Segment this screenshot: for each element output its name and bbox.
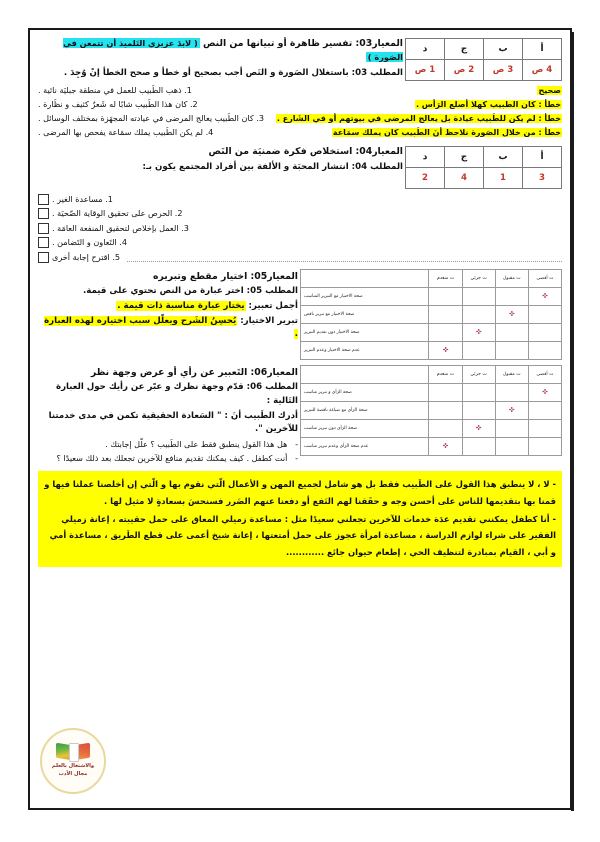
answer-label: تبرير الاختيار: [240,315,298,326]
logo-text-line2: مجال الأدب [58,770,88,777]
sub-question-text: أنت كطفل . كيف يمكنك تقديم منافع للآخرين تجعلك بعد ذلك سعيدًا ؟ [56,452,288,463]
section-criterion-06 [38,365,562,466]
section-criterion-03 [38,36,562,139]
rubric-mark-cell [462,401,495,419]
rubric-header-blank [301,365,429,383]
final-answer-bullet: - أنا كطفل يمكنني تقديم عدَة خدمات للآخرين تجعلني سعيدًا مثل : مساعدة زميلي المعاق على حمل حقيبته ، إعانة زميلي الفقير على شراء لوازم الدراسة ، مساعدة امرأة عجوز على حمل أمتعتها ، إعانة شيخ أعمى على قطع الطَريق ، مساعدة أمي و أبي ، القيام بمبادرة لتنظيف الحي ، إطعام حيوان جائع ............ [44,511,556,560]
question-text: 1. ذهب الطَبيب للعمل في منطقة جبليَة نائية . [38,84,192,95]
answer-row [38,111,562,125]
rubric-mark-cell [462,341,495,359]
section-criterion-04 [38,144,562,263]
rubric-row [301,401,562,419]
score-table-criterion-04 [405,146,562,189]
rubric-mark-cell [528,323,561,341]
rubric-mark-cell [429,323,462,341]
criterion-title: المعيار04: استخلاص فكرة ضمنيَة من النَص [208,146,403,158]
rubric-mark-cell [528,305,561,323]
rubric-row-label: صحة الاختيار مع تبرير ناقص [301,305,429,323]
rubric-row-label: صحة الرَأي مع صياغة ناقصة للتبرير [301,401,429,419]
score-header-cell: ب [484,39,523,60]
rubric-mark-cell: ✜ [429,341,462,359]
sub-question: - أنت كطفل . كيف يمكنك تقديم منافع للآخرين تجعلك بعد ذلك سعيدًا ؟ [56,452,298,463]
answer-text: يُحسِنُ الشَرح ويعلّل سبب اختياره لهذه العبارة . [44,315,298,340]
rubric-mark-cell: ✜ [528,383,561,401]
rubric-mark-cell [429,305,462,323]
rubric-mark-cell [528,341,561,359]
choice-row[interactable] [38,193,562,206]
task-statement: المطلب 05: اختر عبارة من النص تحتوي على قيمة. [83,286,298,297]
score-header-cell: ب [484,147,523,168]
score-header-cell: ج [445,39,484,60]
answer-row [38,83,562,97]
choice-row[interactable] [38,207,562,220]
score-value-cell: 1 ص [406,60,445,81]
score-header-cell: أ [523,39,562,60]
sub-question-text: هل هذا القول ينطبق فقط على الطَبيب ؟ علّل إجابتك . [105,439,288,450]
rubric-mark-cell: ✜ [429,437,462,455]
rubric-header-blank [301,269,429,287]
choice-row-other[interactable] [38,251,562,264]
criterion-note: ( لابدَ عزيزي التَلميذ أن تتمعن في الصَورة ) [63,38,403,63]
answer-text: خطأ : من خلال الصَورة نلاحظ أنَ الطَبيب كان يملك سمَاعة [332,127,561,137]
score-value-cell: 4 [445,168,484,189]
criterion-heading [38,37,403,66]
rubric-mark-cell: ✜ [495,305,528,323]
rubric-mark-cell [528,419,561,437]
rubric-header: ت أقصى [528,365,561,383]
choice-label: 3. العمل بإخلاص لتحقيق المنفعة العامَة . [52,222,189,233]
rubric-mark-cell [495,287,528,305]
criterion-title: المعيار06: التَعبير عن رأي أو عرض وجهة نظر [90,366,298,378]
choice-label: 1. مساعدة الغير . [52,193,113,204]
choice-row[interactable] [38,222,562,235]
score-header-cell: د [406,147,445,168]
rubric-mark-cell [495,383,528,401]
answer-text: صحيح [538,85,561,95]
write-in-line[interactable] [127,253,562,262]
score-header-cell: أ [523,147,562,168]
task-statement: المطلب 06: قدّم وجهة نظرك و عبّر عن رأيك حول العبارة التَالية : [56,382,298,406]
model-answer-row [38,315,298,343]
answer-row [38,97,562,111]
score-value-cell: 4 ص [523,60,562,81]
question-text: 3. كان الطَبيب يعالج المرضى في عيادته المجهَزة بمختلف الوسائل . [38,112,265,123]
rubric-mark-cell [495,323,528,341]
criterion-title: المعيار03: تفسير ظاهرة أو تبيانها من النص [202,38,403,49]
rubric-row-label: صحة الاختيار مع التبرير المناسب [301,287,429,305]
rubric-mark-cell [462,437,495,455]
rubric-header: ت منعدم [429,269,462,287]
choice-label: 5. اقترح إجابة أخرى [52,251,121,262]
rubric-header: ت مقبول [495,269,528,287]
criterion-title: المعيار05: اختيار مقطع وتبريره [153,270,298,282]
score-header-cell: د [406,39,445,60]
score-value-cell: 2 ص [445,60,484,81]
rubric-mark-cell: ✜ [462,419,495,437]
logo-text-line1: والاشتغال بالعلم [51,763,95,770]
rubric-header: ت جزئي [462,365,495,383]
answer-text: يختار عبارة مناسبة ذات قيمة . [117,300,245,311]
score-value-cell: 3 ص [484,60,523,81]
checkbox-icon[interactable] [38,208,49,219]
choice-label: 2. الحرص على تحقيق الوقاية الصّحيَة . [52,208,183,219]
rubric-table-criterion-05 [300,269,562,360]
score-header-cell: ج [445,147,484,168]
score-value-cell: 3 [523,168,562,189]
rubric-header: ت أقصى [528,269,561,287]
rubric-row [301,287,562,305]
rubric-row-label: عدم صحة الرَأي وعدم تبرير مناسب [301,437,429,455]
rubric-mark-cell [495,419,528,437]
score-table-criterion-03 [405,38,562,81]
checkbox-icon[interactable] [38,237,49,248]
answer-label: أجمل تعبير: [248,300,298,311]
task-statement: المطلب 03: باستغلال الصَورة و النَص أجب بصحيح أو خطأ و صحح الخطأ إنْ وُجِدَ . [63,67,403,78]
rubric-row [301,383,562,401]
question-text: 4. لم يكن الطَبيب يملك سمَاعة يفحص بها المرضى . [38,126,214,137]
rubric-mark-cell: ✜ [462,323,495,341]
final-answer-block [38,471,562,567]
final-answer-bullet: - لا ، لا ينطبق هذا القول على الطَبيب فقط بل هو شامل لجميع المهن و الأعمال الّتي نقوم بها و الّتي إن أخلصنا عملنا فيها و قمنا بها بتقديمها للناس على أحسن وجه و حقَقنا لهم النَفع أو دفعنا عنهم الضَرر فسنحسَ بسعادةٍ لا مثيل لها . [44,476,556,509]
choice-row[interactable] [38,236,562,249]
choice-label: 4. التَعاون و التَضامن . [52,237,128,248]
rubric-header: ت منعدم [429,365,462,383]
rubric-header: ت مقبول [495,365,528,383]
question-text: 2. كان هذا الطَبيب شابًا له شَعرٌ كثيف و نظَارة . [38,98,198,109]
rubric-mark-cell [462,305,495,323]
sub-question: - هل هذا القول ينطبق فقط على الطَبيب ؟ علّل إجابتك . [105,439,298,450]
rubric-mark-cell: ✜ [495,401,528,419]
open-book-icon [56,744,90,761]
rubric-mark-cell [495,437,528,455]
school-logo [40,728,106,794]
rubric-row-label: صحة الاختيار دون تقديم التبرير [301,323,429,341]
rubric-mark-cell [429,401,462,419]
rubric-mark-cell [429,287,462,305]
model-answer-row [38,300,298,314]
book-spine [69,743,79,762]
checkbox-icon[interactable] [38,223,49,234]
score-value-cell: 1 [484,168,523,189]
rubric-row [301,437,562,455]
rubric-mark-cell [528,401,561,419]
rubric-row [301,323,562,341]
rubric-row-label: عدم صحة الاختيار وعدم التبرير [301,341,429,359]
rubric-mark-cell: ✜ [528,287,561,305]
rubric-row-label: صحة الرَأي دون تبرير مناسب [301,419,429,437]
answer-text: خطأ : لم يكن للطَبيب عيادة بل يعالج المرضى في بيوتهم أو في الشَارع . [276,113,561,123]
rubric-mark-cell [429,383,462,401]
rubric-wrap-06 [300,365,562,456]
rubric-mark-cell [462,287,495,305]
quoted-statement: أدرك الطَبيب أنَ : " السَعادة الحقيقية تكمن في مدى خدمتنا للآخرين ". [48,410,298,435]
document-page [28,28,572,810]
score-value-cell: 2 [406,168,445,189]
rubric-row [301,305,562,323]
rubric-row [301,341,562,359]
rubric-row-label: صحة الرَأي و تبرير مناسب [301,383,429,401]
rubric-mark-cell [528,437,561,455]
checkbox-icon[interactable] [38,252,49,263]
rubric-wrap-05 [300,269,562,360]
checkbox-icon[interactable] [38,194,49,205]
answer-row [38,125,562,139]
rubric-row [301,419,562,437]
rubric-mark-cell [462,383,495,401]
rubric-mark-cell [495,341,528,359]
rubric-mark-cell [429,419,462,437]
task-statement: المطلب 04: انتشار المحبَة و الألفة بين أفراد المجتمع يكون بـ: [142,161,403,172]
rubric-header: ت جزئي [462,269,495,287]
answer-text: خطأ : كان الطبيب كهلا أصلع الرَأس . [415,99,561,109]
section-criterion-05 [38,269,562,360]
rubric-table-criterion-06 [300,365,562,456]
